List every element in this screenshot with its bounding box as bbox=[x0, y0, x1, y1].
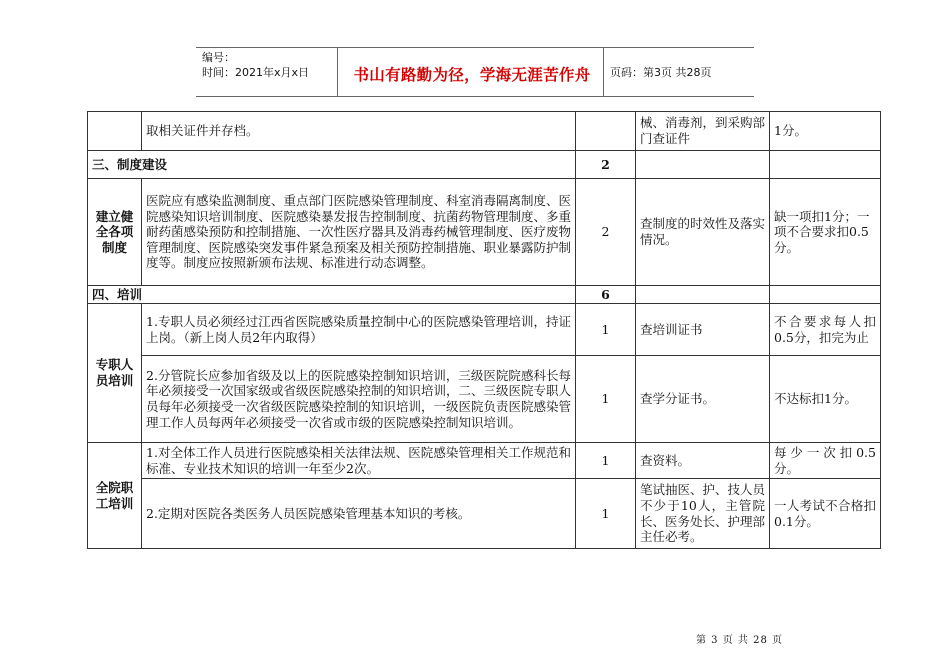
method-cell: 笔试抽医、护、技人员不少于10人，主管院长、医务处长、护理部主任必考。 bbox=[636, 479, 770, 549]
header-divider bbox=[603, 47, 604, 97]
method-cell: 查学分证书。 bbox=[636, 356, 770, 443]
section-title: 四、培训 bbox=[88, 286, 576, 304]
section-score: 6 bbox=[576, 286, 636, 304]
method-cell: 查资料。 bbox=[636, 443, 770, 479]
category-cell: 专职人员培训 bbox=[88, 304, 142, 443]
header-meta bbox=[202, 50, 309, 80]
table-row bbox=[88, 179, 881, 286]
section-title: 三、制度建设 bbox=[88, 151, 576, 179]
method-cell bbox=[636, 286, 770, 304]
method-cell: 查培训证书 bbox=[636, 304, 770, 356]
header-top-rule bbox=[196, 47, 754, 48]
page-header bbox=[196, 47, 754, 97]
deduction-cell: 一人考试不合格扣0.1分。 bbox=[770, 479, 881, 549]
score-cell: 1 bbox=[576, 443, 636, 479]
method-cell: 查制度的时效性及落实情况。 bbox=[636, 179, 770, 286]
table-row bbox=[88, 443, 881, 479]
method-cell bbox=[636, 151, 770, 179]
score-cell: 1 bbox=[576, 356, 636, 443]
header-motto: 书山有路勤为径，学海无涯苦作舟 bbox=[353, 66, 591, 84]
document-number-label: 编号： bbox=[202, 51, 235, 64]
category-cell: 建立健全各项制度 bbox=[88, 179, 142, 286]
method-cell: 械、消毒剂，到采购部门查证件 bbox=[636, 112, 770, 151]
content-cell: 1.专职人员必须经过江西省医院感染质量控制中心的医院感染管理培训，持证上岗。（新上岗人员2年内取得） bbox=[142, 304, 576, 356]
header-bottom-rule bbox=[196, 96, 754, 97]
assessment-table bbox=[87, 111, 881, 549]
score-cell: 1 bbox=[576, 479, 636, 549]
section-row bbox=[88, 286, 881, 304]
header-divider bbox=[337, 47, 338, 97]
deduction-cell: 每少一次扣0.5分。 bbox=[770, 443, 881, 479]
content-cell: 取相关证件并存档。 bbox=[142, 112, 576, 151]
content-cell: 1.对全体工作人员进行医院感染相关法律法规、医院感染管理相关工作规范和标准、专业技术知识的培训一年至少2次。 bbox=[142, 443, 576, 479]
table-row bbox=[88, 479, 881, 549]
section-row bbox=[88, 151, 881, 179]
content-cell: 2.定期对医院各类医务人员医院感染管理基本知识的考核。 bbox=[142, 479, 576, 549]
deduction-cell: 不合要求每人扣0.5分，扣完为止 bbox=[770, 304, 881, 356]
table-row bbox=[88, 112, 881, 151]
score-cell bbox=[576, 112, 636, 151]
header-page-label: 页码：第3页 共28页 bbox=[610, 66, 712, 79]
deduction-cell: 1分。 bbox=[770, 112, 881, 151]
table-row bbox=[88, 356, 881, 443]
page-footer: 第 3 页 共 28 页 bbox=[696, 635, 783, 646]
deduction-cell: 不达标扣1分。 bbox=[770, 356, 881, 443]
score-cell: 2 bbox=[576, 179, 636, 286]
section-score: 2 bbox=[576, 151, 636, 179]
category-cell bbox=[88, 112, 142, 151]
score-cell: 1 bbox=[576, 304, 636, 356]
deduction-cell bbox=[770, 286, 881, 304]
deduction-cell bbox=[770, 151, 881, 179]
category-cell: 全院职工培训 bbox=[88, 443, 142, 549]
content-cell: 医院应有感染监测制度、重点部门医院感染管理制度、科室消毒隔离制度、医院感染知识培训制度、医院感染暴发报告控制制度、抗菌药物管理制度、多重耐药菌感染预防和控制措施、一次性医疗器具及消毒药械管理制度、医疗废物管理制度、医院感染突发事件紧急预案及相关预防控制措施、职业暴露防护制度等。制度应按照新颁布法规、标准进行动态调整。 bbox=[142, 179, 576, 286]
content-cell: 2.分管院长应参加省级及以上的医院感染控制知识培训，三级医院院感科长每年必须接受一次国家级或省级医院感染控制的知识培训，二、三级医院专职人员每年必须接受一次省级医院感染控制的知识培训，一级医院负责医院感染管理工作人员每两年必须接受一次省或市级的医院感染控制知识培训。 bbox=[142, 356, 576, 443]
document-date-label: 时间：2021年x月x日 bbox=[202, 66, 310, 79]
deduction-cell: 缺一项扣1分；一项不合要求扣0.5分。 bbox=[770, 179, 881, 286]
table-row bbox=[88, 304, 881, 356]
